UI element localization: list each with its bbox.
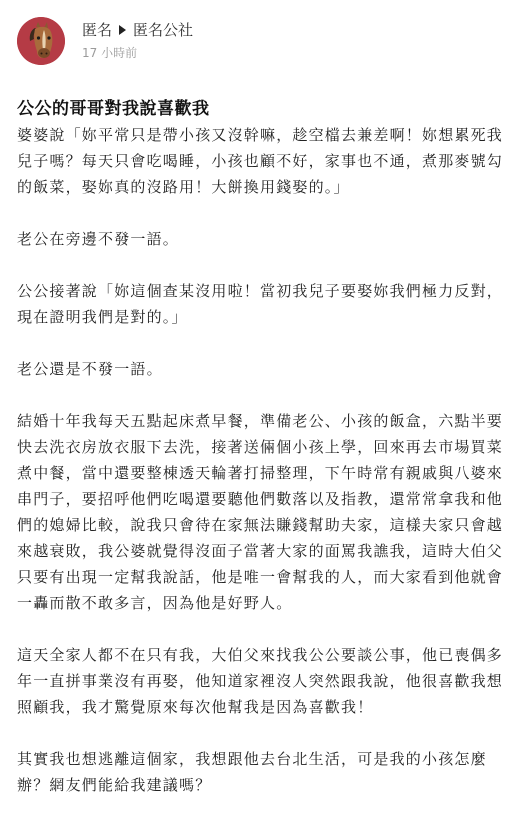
post-time: 17 小時前: [82, 46, 138, 60]
post-body: [17, 122, 505, 798]
post-paragraph: 公公接著說「妳這個查某沒用啦！當初我兒子要娶妳我們極力反對，現在證明我們是對的。」: [17, 282, 504, 326]
post-paragraph: 結婚十年我每天五點起床煮早餐，準備老公、小孩的飯盒，六點半要快去洗衣房放衣服下去洗，接著送倆個小孩上學，回來再去市場買菜煮中餐，當中還要整棟透天輪著打掃整理，下午時常有親戚與八婆來串門子，要招呼他們吃喝還要聽他們數落以及指教，還常常拿我和他們的媳婦比較，說我只會待在家無法賺錢幫助夫家，這樣夫家只會越來越衰敗，我公婆就覺得沒面子當著大家的面罵我譙我，這時大伯父只要有出現一定幫我說話，他是唯一會幫我的人，而大家看到他就會一轟而散不敢多言，因為他是好野人。: [17, 412, 504, 612]
post-paragraph: 婆婆說「妳平常只是帶小孩又沒幹嘛，趁空檔去兼差啊！妳想累死我兒子嗎？每天只會吃喝睡，小孩也顧不好，家事也不通，煮那麥號勾的飯菜，娶妳真的沒路用！大餅換用錢娶的。」: [17, 126, 504, 196]
author-name[interactable]: 匿名: [82, 21, 113, 39]
post-paragraph: 老公還是不發一語。: [17, 360, 163, 378]
post-paragraph: 其實我也想逃離這個家，我想跟他去台北生活，可是我的小孩怎麼辦？網友們能給我建議嗎？: [17, 750, 487, 794]
post-meta: [82, 20, 193, 61]
post-title: 公公的哥哥對我說喜歡我: [17, 99, 210, 119]
post-content: [17, 96, 505, 824]
post-paragraph: 老公在旁邊不發一語。: [17, 230, 180, 248]
post-paragraph: 這天全家人都不在只有我，大伯父來找我公公要談公事，他已喪偶多年一直拼事業沒有再娶，他知道家裡沒人突然跟我說，他很喜歡我想照顧我，我才驚覺原來每次他幫我是因為喜歡我！: [17, 646, 504, 716]
board-link[interactable]: 匿名公社: [133, 21, 194, 39]
caret-right-icon: [119, 25, 126, 35]
horse-icon[interactable]: [17, 17, 65, 65]
post-header: [0, 0, 524, 80]
breadcrumb: [82, 20, 193, 40]
